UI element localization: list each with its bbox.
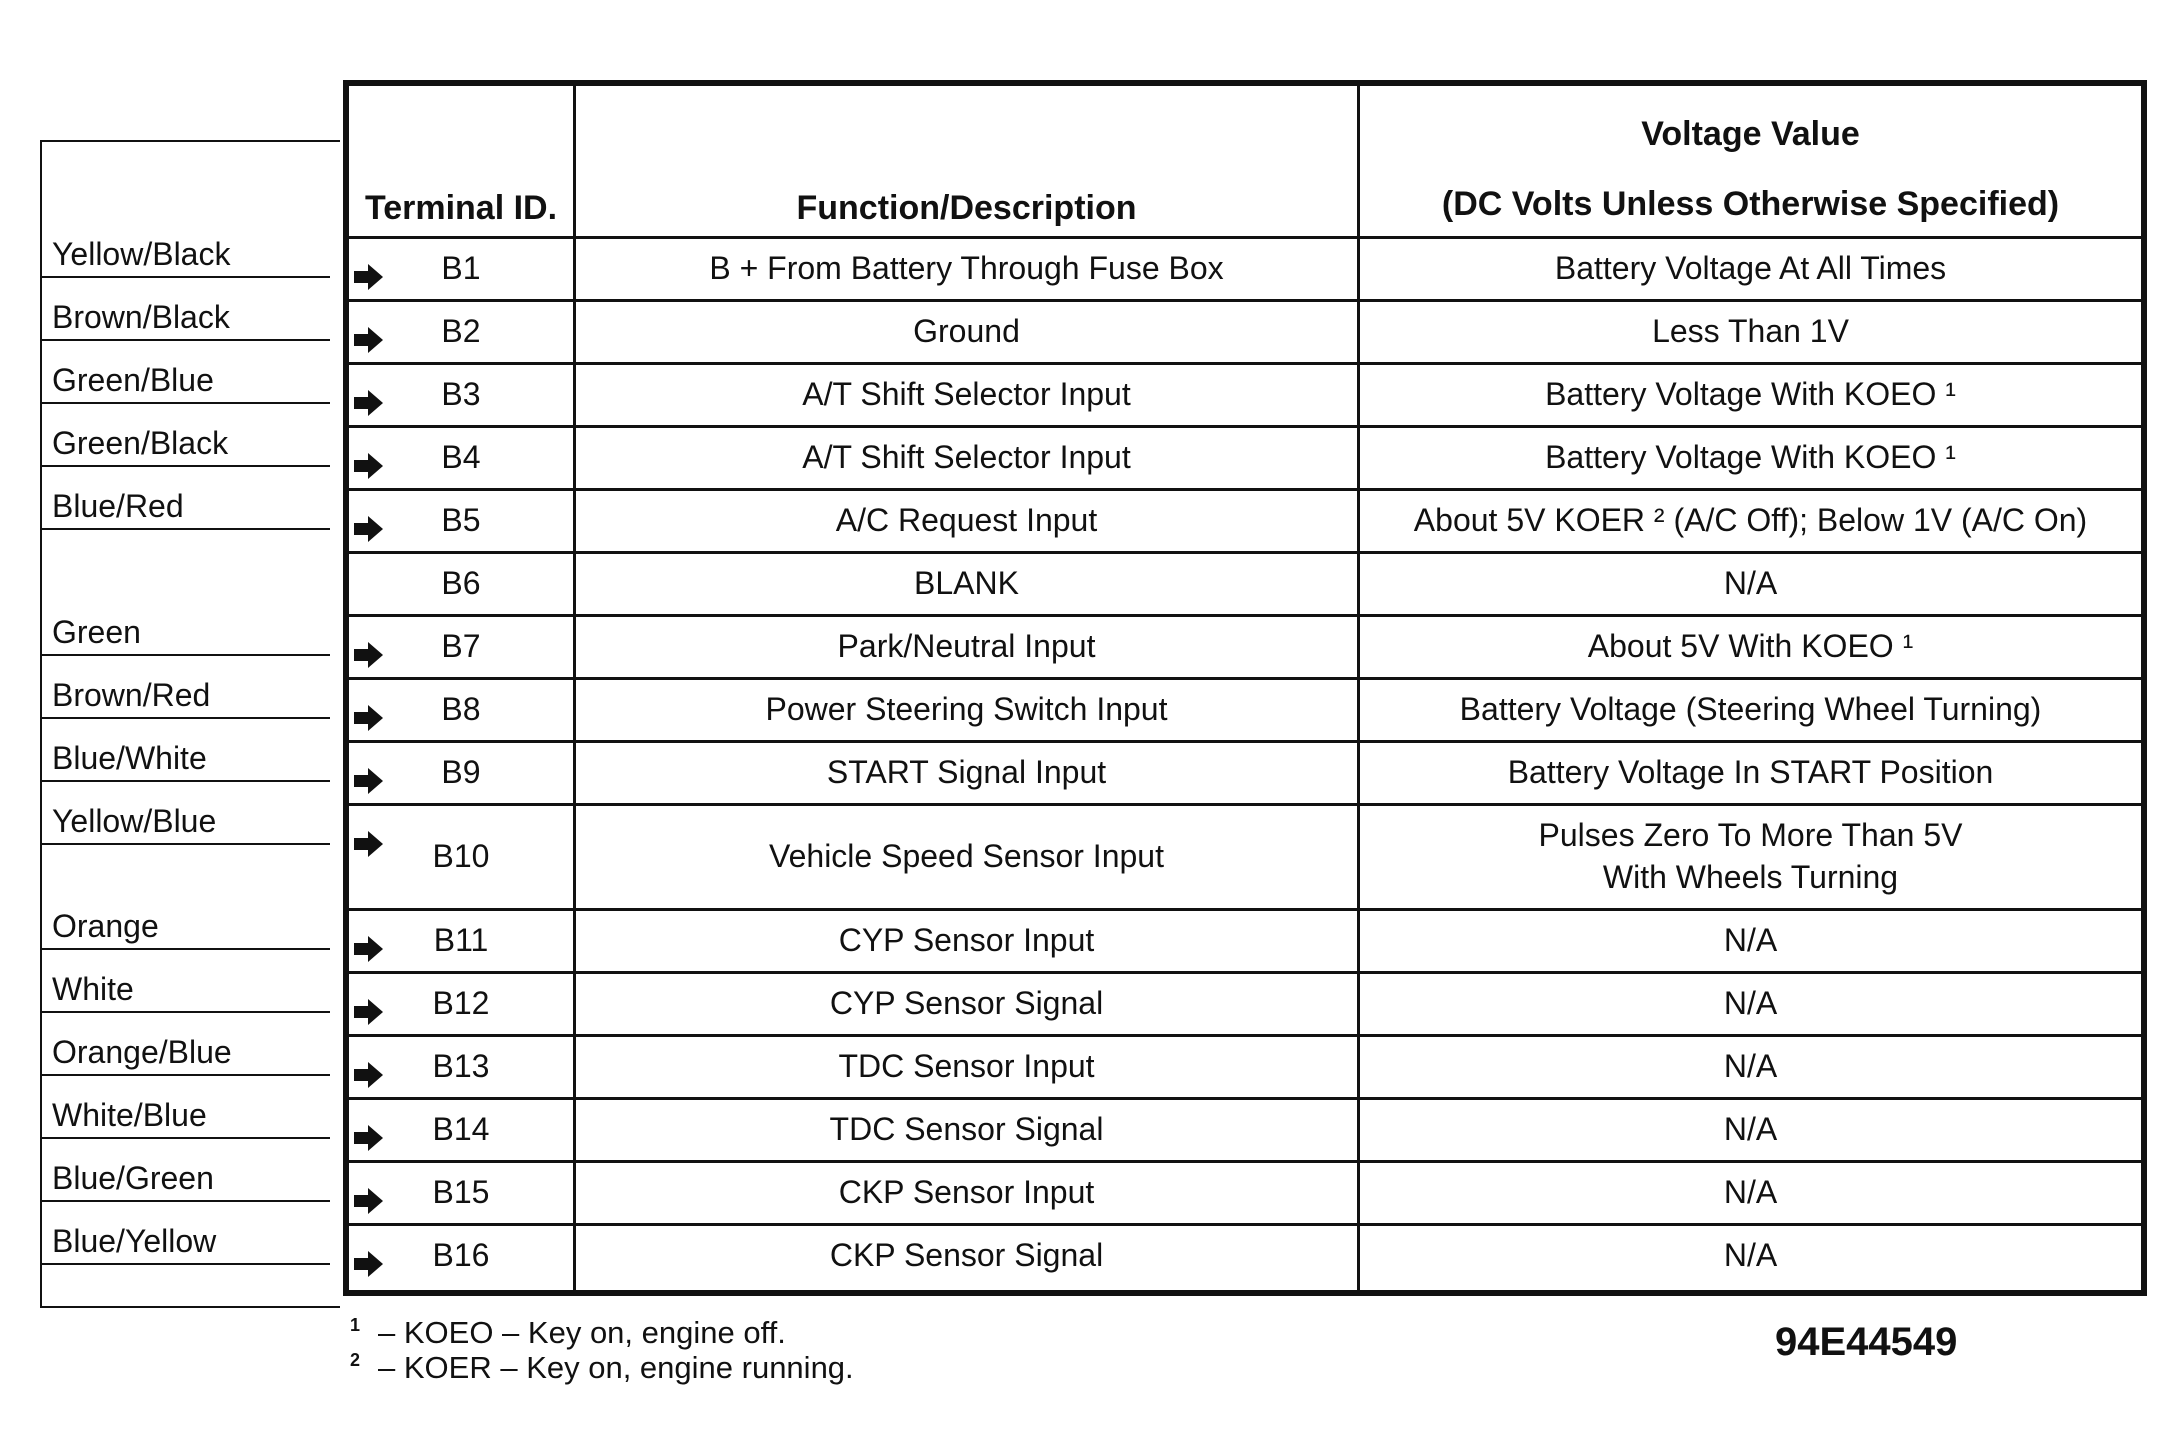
terminal-id-cell: B16 [432, 1237, 490, 1274]
wire-color-label: Blue/Yellow [52, 1222, 217, 1259]
voltage-cell: About 5V With KOEO ¹ [1587, 628, 1914, 665]
terminal-id-cell: B14 [432, 1111, 490, 1148]
voltage-cell: Battery Voltage With KOEO ¹ [1545, 439, 1956, 476]
header-voltage-title: Voltage Value [1641, 114, 1860, 153]
terminal-id-cell: B12 [432, 985, 490, 1022]
wire-lead-line [42, 1137, 330, 1139]
function-cell: A/T Shift Selector Input [802, 376, 1131, 413]
terminal-id-cell: B5 [441, 502, 481, 539]
footnote-2 [350, 1350, 854, 1386]
terminal-id-cell: B4 [441, 439, 481, 476]
wire-color-panel [40, 140, 340, 1308]
header-function: Function/Description [796, 188, 1137, 227]
function-cell: Power Steering Switch Input [765, 691, 1168, 728]
voltage-cell: N/A [1723, 1174, 1778, 1211]
voltage-cell: Battery Voltage At All Times [1554, 250, 1947, 287]
wire-color-label: Brown/Red [52, 676, 211, 713]
wire-color-label: Blue/White [52, 739, 207, 776]
wire-lead-line [42, 1074, 330, 1076]
wire-lead-line [42, 1200, 330, 1202]
wire-color-label: Brown/Black [52, 298, 230, 335]
wire-lead-line [42, 528, 330, 530]
function-cell: START Signal Input [826, 754, 1107, 791]
footnote-text: – KOEO – Key on, engine off. [378, 1315, 786, 1350]
voltage-cell: N/A [1723, 922, 1778, 959]
terminal-id-cell: B15 [432, 1174, 490, 1211]
function-cell: Vehicle Speed Sensor Input [769, 838, 1164, 875]
voltage-cell: N/A [1723, 1111, 1778, 1148]
function-cell: B + From Battery Through Fuse Box [709, 250, 1224, 287]
wire-lead-line [42, 465, 330, 467]
wire-color-label: Green [52, 613, 141, 650]
footnote-mark: 2 [350, 1350, 361, 1370]
wire-color-label: Green/Black [52, 424, 229, 461]
terminal-table [343, 80, 2147, 1296]
wire-color-label: Green/Blue [52, 361, 214, 398]
figure-id: 94E44549 [1775, 1320, 1958, 1364]
function-cell: TDC Sensor Signal [829, 1111, 1104, 1148]
wire-color-label: Blue/Green [52, 1159, 214, 1196]
function-cell: Ground [913, 313, 1020, 350]
wire-color-label: Yellow/Blue [52, 802, 217, 839]
terminal-id-cell: B7 [441, 628, 481, 665]
wire-color-label: Yellow/Black [52, 235, 231, 272]
wire-lead-line [42, 276, 330, 278]
terminal-id-cell: B6 [441, 565, 481, 602]
function-cell: TDC Sensor Input [838, 1048, 1095, 1085]
terminal-id-cell: B11 [433, 922, 489, 959]
wire-lead-line [42, 402, 330, 404]
terminal-id-cell: B10 [432, 838, 490, 875]
wire-color-label: White [52, 970, 134, 1007]
wire-color-label: Orange/Blue [52, 1033, 232, 1070]
function-cell: Park/Neutral Input [837, 628, 1096, 665]
voltage-cell: Less Than 1V [1652, 313, 1849, 350]
wire-lead-line [42, 1011, 330, 1013]
wire-lead-line [42, 1263, 330, 1265]
voltage-cell: Pulses Zero To More Than 5V With Wheels Turning [1538, 817, 1963, 895]
wire-color-label: Orange [52, 907, 159, 944]
function-cell: A/C Request Input [835, 502, 1098, 539]
function-cell: CKP Sensor Signal [829, 1237, 1104, 1274]
voltage-cell: N/A [1723, 1237, 1778, 1274]
terminal-id-cell: B8 [441, 691, 481, 728]
terminal-id-cell: B9 [441, 754, 481, 791]
wire-color-label: Blue/Red [52, 487, 184, 524]
function-cell: CYP Sensor Signal [829, 985, 1104, 1022]
wire-lead-line [42, 339, 330, 341]
voltage-cell: N/A [1723, 985, 1778, 1022]
wire-lead-line [42, 948, 330, 950]
function-cell: CYP Sensor Input [838, 922, 1095, 959]
footnote-1 [350, 1315, 786, 1351]
voltage-cell: Battery Voltage In START Position [1507, 754, 1994, 791]
wire-color-label: White/Blue [52, 1096, 207, 1133]
voltage-cell: Battery Voltage With KOEO ¹ [1545, 376, 1956, 413]
function-cell: BLANK [914, 565, 1019, 602]
voltage-cell: N/A [1723, 1048, 1778, 1085]
voltage-cell: About 5V KOER ² (A/C Off); Below 1V (A/C On) [1413, 502, 2088, 539]
voltage-cell: N/A [1723, 565, 1778, 602]
terminal-id-cell: B13 [432, 1048, 490, 1085]
terminal-id-cell: B2 [441, 313, 481, 350]
footnote-mark: 1 [350, 1315, 361, 1335]
function-cell: A/T Shift Selector Input [802, 439, 1131, 476]
footnote-text: – KOER – Key on, engine running. [378, 1350, 854, 1385]
voltage-cell: Battery Voltage (Steering Wheel Turning) [1459, 691, 2042, 728]
wire-lead-line [42, 843, 330, 845]
wire-lead-line [42, 780, 330, 782]
function-cell: CKP Sensor Input [838, 1174, 1095, 1211]
terminal-id-cell: B1 [441, 250, 481, 287]
wire-lead-line [42, 654, 330, 656]
header-voltage-subtitle: (DC Volts Unless Otherwise Specified) [1441, 184, 2060, 223]
wire-lead-line [42, 717, 330, 719]
terminal-id-cell: B3 [441, 376, 481, 413]
header-terminal-id: Terminal ID. [364, 188, 558, 227]
